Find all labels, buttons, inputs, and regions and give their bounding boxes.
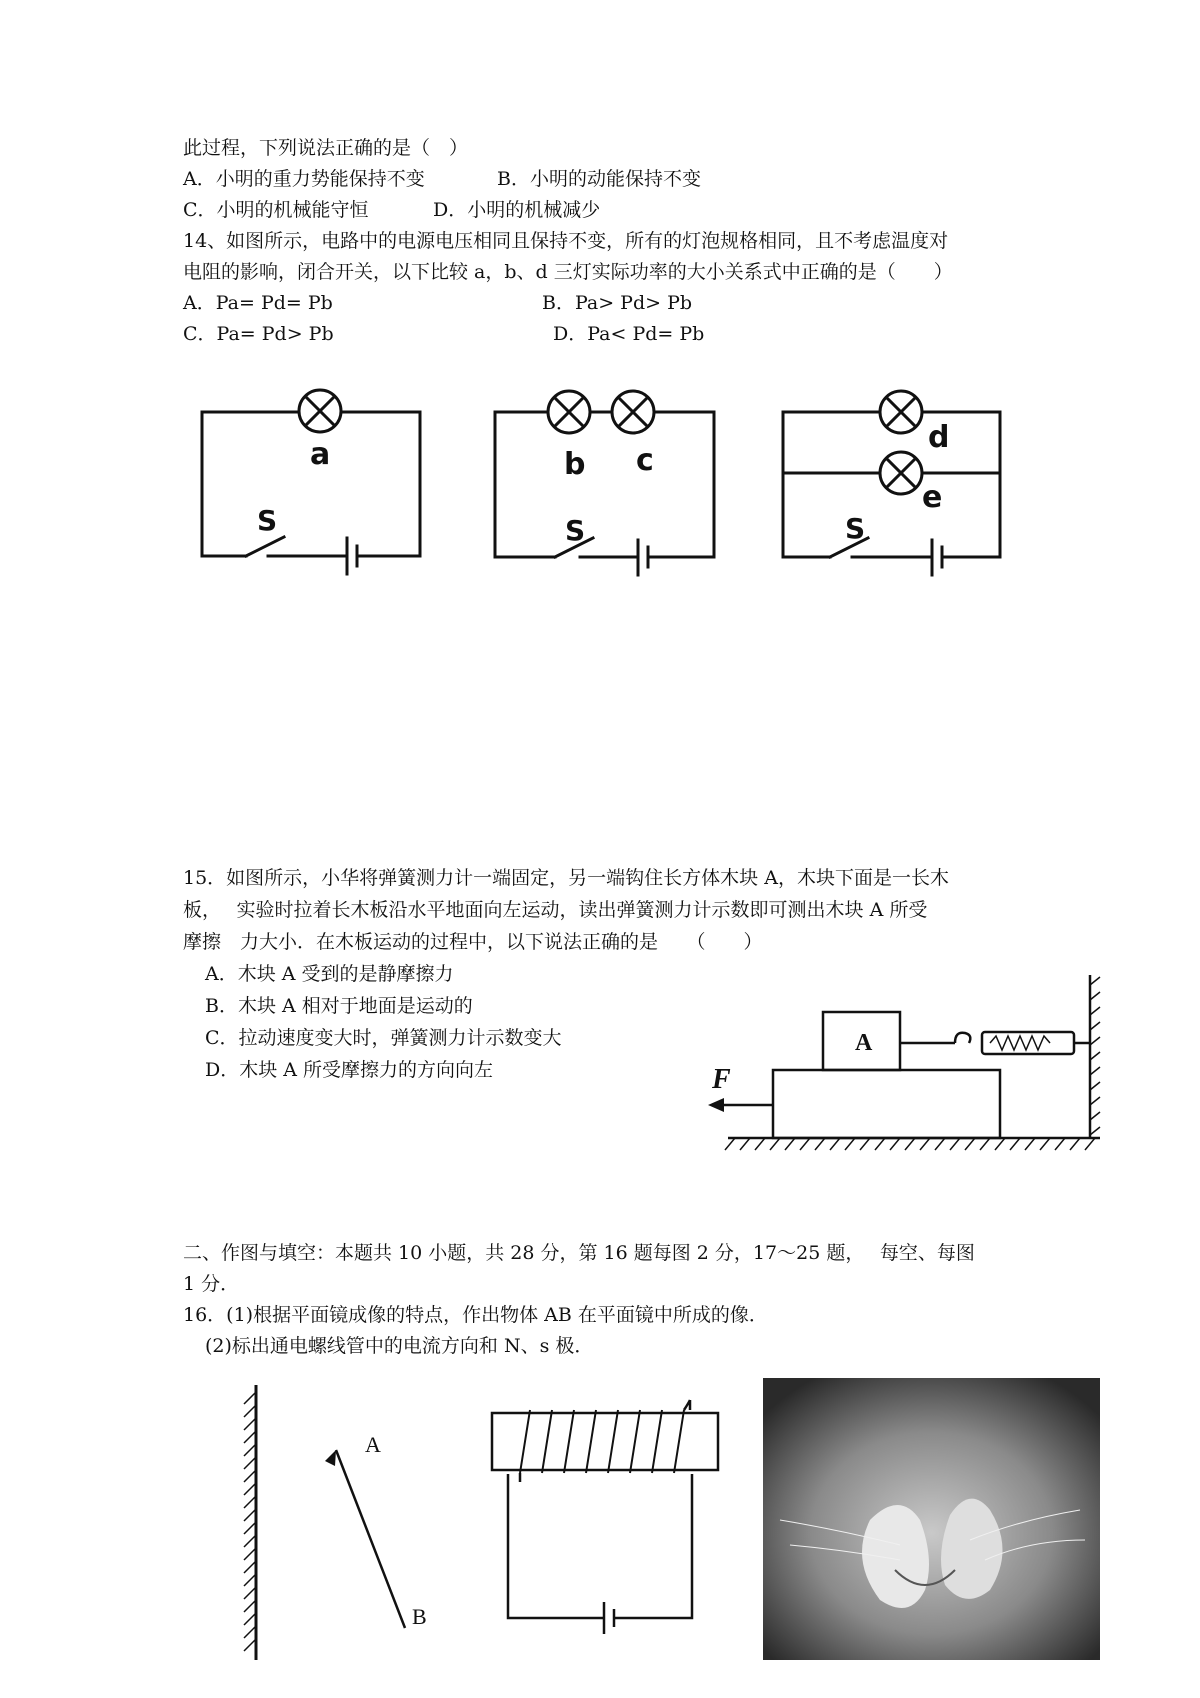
q16-part2: (2)标出通电螺线管中的电流方向和 N、s 极．: [205, 1335, 594, 1357]
q14-stem-line2: 电阻的影响，闭合开关，以下比较 a，b、d 三灯实际功率的大小关系式中正确的是（ ）: [183, 261, 953, 283]
arrow-head-a: [325, 1450, 336, 1466]
label-switch-1: S: [257, 504, 278, 537]
q13-option-a: A．小明的重力势能保持不变: [183, 168, 425, 190]
q15-option-c: C．拉动速度变大时，弹簧测力计示数变大: [205, 1027, 562, 1049]
q13-option-b: B．小明的动能保持不变: [497, 168, 701, 190]
label-lamp-e: e: [922, 480, 943, 515]
label-force-f: F: [712, 1064, 731, 1095]
q14-option-d: D．Pa< Pd= Pb: [553, 323, 705, 345]
q13-option-c: C．小明的机械能守恒: [183, 199, 369, 221]
q15-option-a: A．木块 A 受到的是静摩擦力: [205, 963, 454, 985]
label-switch-2: S: [565, 514, 586, 547]
plane-mirror: [244, 1385, 256, 1660]
q15-stem-line2: 板， 实验时拉着长木板沿水平地面向左运动，读出弹簧测力计示数即可测出木块 A 所受: [183, 899, 928, 921]
label-point-b: B: [412, 1604, 427, 1629]
q14-option-b: B．Pa> Pd> Pb: [542, 292, 693, 314]
q14-stem-line1: 14、如图所示，电路中的电源电压相同且保持不变，所有的灯泡规格相同，且不考虑温度对: [183, 230, 949, 252]
q15-option-b: B．木块 A 相对于地面是运动的: [205, 995, 473, 1017]
label-lamp-b: b: [564, 447, 586, 482]
solenoid: [492, 1400, 718, 1634]
q15-stem-line1: 15．如图所示，小华将弹簧测力计一端固定，另一端钩住长方体木块 A，木块下面是一长木: [183, 867, 949, 889]
label-lamp-d: d: [928, 420, 950, 455]
label-block-a: A: [855, 1030, 873, 1056]
q13-stem: 此过程，下列说法正确的是（ ）: [183, 137, 469, 159]
cat-photo: [763, 1378, 1100, 1660]
q15-stem-line3: 摩擦 力大小．在木板运动的过程中，以下说法正确的是 （ ）: [183, 931, 763, 953]
q16-part1: 16．(1)根据平面镜成像的特点，作出物体 AB 在平面镜中所成的像．: [183, 1304, 768, 1326]
q14-option-c: C．Pa= Pd> Pb: [183, 323, 334, 345]
label-point-a: A: [365, 1432, 381, 1457]
label-lamp-c: c: [636, 443, 654, 478]
q15-option-d: D．木块 A 所受摩擦力的方向向左: [205, 1059, 494, 1081]
section-2-heading-cont: 1 分．: [183, 1273, 240, 1295]
label-switch-3: S: [845, 512, 866, 545]
q14-option-a: A．Pa= Pd= Pb: [183, 292, 333, 314]
q13-option-d: D．小明的机械减少: [433, 199, 601, 221]
label-lamp-a: a: [310, 437, 331, 472]
section-2-heading: 二、作图与填空：本题共 10 小题，共 28 分，第 16 题每图 2 分，17～25 题， 每空、每图: [183, 1242, 975, 1264]
object-ab: [336, 1450, 405, 1628]
